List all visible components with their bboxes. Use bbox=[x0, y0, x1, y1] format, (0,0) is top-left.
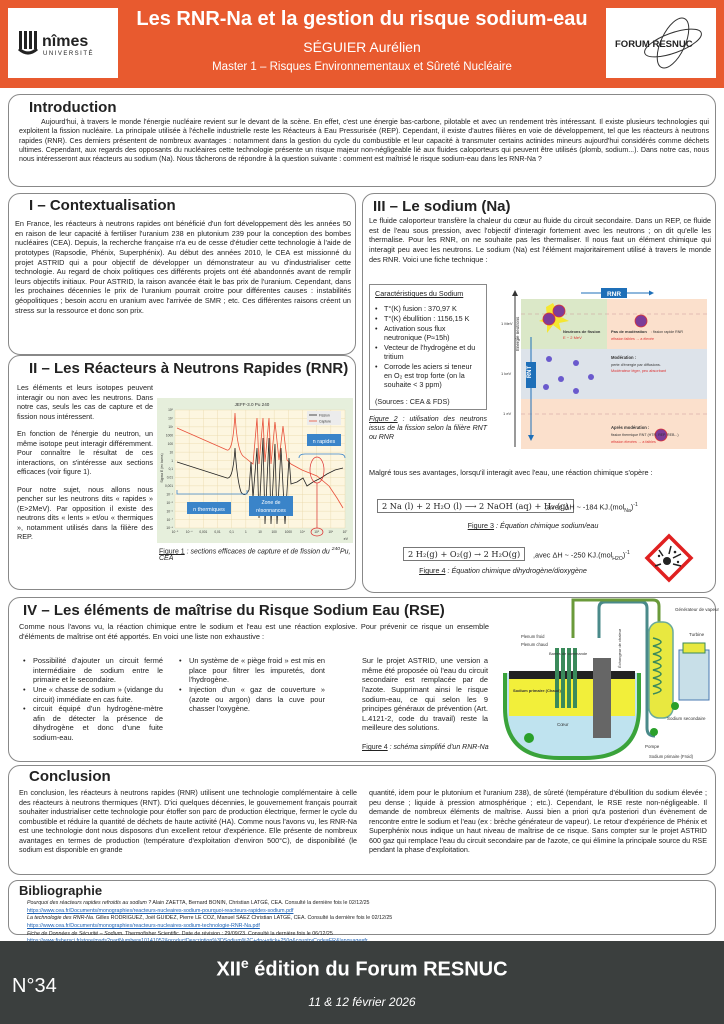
logo-right-name: FORUM RESNUC bbox=[615, 39, 693, 50]
chart-title: JEFF-3.0 Pu 240 bbox=[234, 402, 270, 407]
x-axis-label: eV bbox=[343, 537, 348, 541]
reference-details: Alain ZAETTA, Bernard BONIN, Christian LATGÉ, CEA. Consulté la dernière fois le 02/12/25 bbox=[151, 900, 370, 906]
rapides-label: n rapides bbox=[312, 439, 336, 445]
resonances-label-line-1: Zone de bbox=[261, 500, 281, 506]
event-date: 11 & 12 février 2026 bbox=[308, 995, 416, 1009]
y-axis-label: Sigma E (en barns) bbox=[160, 453, 164, 483]
edition-roman: XII bbox=[216, 958, 241, 981]
fact-item: • T°(K) fusion : 370,97 K bbox=[375, 304, 481, 313]
equation-hydrogen-oxygen: 2 H₂(g) + O₂(g) → 2 H₂O(g) bbox=[403, 547, 525, 561]
reaction-intro-text: Malgré tous ses avantages, lorsqu'il interagit avec l'eau, une réaction chimique s'opère : bbox=[369, 468, 653, 477]
x-tick-label: 1000 bbox=[284, 530, 292, 534]
cell-pas-moderation-text: : fission rapide RNR bbox=[651, 330, 683, 334]
rse-column-1 bbox=[23, 656, 163, 743]
rnr-na-reactor-schematic bbox=[499, 598, 720, 760]
label-coeur: Cœur bbox=[557, 722, 569, 727]
neutron-energy-diagram-svg bbox=[491, 287, 711, 457]
x-tick-label: 1 bbox=[244, 530, 247, 534]
label-plenum-froid: Plenum froid bbox=[521, 634, 545, 639]
y-tick-label: 10⁻⁶ bbox=[166, 509, 173, 514]
rse-title: IV – Les éléments de maîtrise du Risque Sodium Eau (RSE) bbox=[23, 602, 445, 619]
contextualisation-text: En France, les réacteurs à neutrons rapides ont bénéficié d'un fort développement dès les années 50 en raison de leur capacité à fertiliser l'uranium 238 en plutonium 239 pour la conception des bombes nucléaires (CEA). Depuis, la recherche française n'a eu de cesse d'étudier cette technologie à l'aide de prototypes (Rapsodie, Phénix, Superphénix). Au début des années 2010, le CEA est missionné du projet ASTRID qui a pour objectif de développer un démonstrateur au vu d'industrialiser cette technologie. Au regard de choix politiques ces différents projets ont été abandonnés avant de remplir leurs objectifs initiaux. Pour ASTRID, la raison avancée était le bas prix de l'uranium. Cependant, dans les prochaines décennies le prix de l'uranium pourrait croitre pour différentes causes : instabilités géopolitiques ; besoin accru en uranium avec l'arrivée de SMR ; etc. Ces différentes raisons créent un stress sur la ressource et donc son prix. bbox=[15, 219, 351, 315]
y-tick-label: 100 bbox=[167, 441, 173, 446]
conclusion-text-right: quantité, idem pour le plutonium et l'uranium 238), de sûreté (température d'ébullition du sodium élevée ; peu dense ; liquide à pression atmosphérique ; etc.). Cependant, le RSE reste non-négligeable. Il demande de nombreux éléments de maîtrise. Aussi bien a priori qu'a posteriori d'un évènement de rencontre entre le sodium et l'eau (ex : brèche générateur de vapeur). Le retour d'expérience de Phénix et Superphénix nous indique un haut niveau de maîtrise de ce risque. Sans compter sur le projet ASTRID 600 gaz qui remplace l'eau du circuit secondaire par de l'azote, ce qui élimine la principale source du RSE pendant la phase d'exploitation. bbox=[369, 788, 707, 854]
bibliography-section bbox=[8, 880, 716, 935]
reference-title: Fiche de Données de Sécurité – Sodium. bbox=[27, 930, 124, 937]
rse-section bbox=[8, 597, 720, 762]
reference-link[interactable]: https://www.cea.fr/Documents/monographies/reacteurs-nucleaires-sodium-technologie-RNR-Na.pdf bbox=[27, 923, 260, 930]
fact-item: • Vecteur de l'hydrogène et du tritium bbox=[375, 343, 481, 361]
resnuc-logo bbox=[606, 8, 716, 78]
introduction-title: Introduction bbox=[29, 99, 117, 116]
sodium-text: Le fluide caloporteur transfère la chaleur du cœur au fluide du circuit secondaire. Dans un REP, ce fluide est de l'eau sous pression, avec l'objectif d'interagir fortement avec les neutrons ; on dit qu'elle les thermalise. Pour les RNR, on ne souhaite pas les thermaliser. Il nous faut un élément chimique qui interagit peu avec les neutrons. Le sodium (Na) est l'élément majoritairement utilisé à travers le monde des RNR. Voici une fiche technique : bbox=[369, 216, 711, 264]
label-barres: Barres de commande bbox=[549, 651, 588, 656]
poster-program: Master 1 – Risques Environnementaux et Sûreté Nucléaire bbox=[212, 61, 512, 73]
rse-item: • circuit équipé d'un hydrogène-mètre afin de détecter la présence de dihydrogène et donc d'une fuite sodium-eau. bbox=[23, 704, 163, 743]
sodium-title: III – Le sodium (Na) bbox=[373, 198, 511, 215]
legend-label-fission: Fission bbox=[319, 413, 330, 418]
enthalpy-2-text: ,avec ΔH ~ -250 KJ.(mol bbox=[533, 550, 613, 560]
logo-left-sub: UNIVERSITÉ bbox=[43, 51, 95, 57]
diagram-y-axis-label: Énergie neutrons bbox=[515, 316, 520, 351]
y-tick-label: 0,1 bbox=[168, 467, 173, 472]
x-tick-label: 10⁻⁵ bbox=[171, 530, 179, 534]
fact-item: • Activation sous flux neutronique (P≈15h) bbox=[375, 324, 481, 342]
level-1mev: 1 MeV bbox=[501, 321, 513, 326]
figure-1-iso: Pu, CEA bbox=[159, 548, 351, 563]
poster-number: N°34 bbox=[12, 975, 57, 997]
unimes-logo-graphic bbox=[15, 25, 111, 61]
rse-item: • Un système de « piège froid » est mis en place pour filtrer les impuretés, dont l'hydrogène. bbox=[179, 656, 325, 685]
y-tick-label: 10⁴ bbox=[168, 416, 173, 421]
fact-sheet-title: Caractéristiques du Sodium bbox=[375, 289, 464, 298]
y-tick-label: 0,01 bbox=[166, 475, 173, 480]
rse-item: • Une « chasse de sodium » (vidange du circuit) immédiate en cas fuite. bbox=[23, 685, 163, 704]
y-tick-label: 10⁻⁸ bbox=[166, 526, 173, 531]
cell-fission-energy: E ~ 2 MeV bbox=[563, 335, 582, 340]
figure-4-reactor-caption-text: : schéma simplifié d'un RNR-Na bbox=[387, 744, 489, 751]
x-tick-label: 10⁷ bbox=[342, 530, 348, 534]
cross-section-chart bbox=[157, 398, 353, 543]
enthalpy-1-sup: -1 bbox=[633, 502, 638, 508]
rse-intro: Comme nous l'avons vu, la réaction chimique entre le sodium et l'eau est une réaction explosive. Pour prévenir ce risque un ensemble d'éléments de maîtrise ont été apportés. En voici une liste non exhaustive : bbox=[19, 622, 489, 641]
reference-title: La technologie des RNR-Na. bbox=[27, 915, 95, 922]
y-tick-label: 0,001 bbox=[165, 484, 173, 489]
y-tick-label: 10 bbox=[169, 450, 173, 455]
enthalpy-2: ,avec ΔH ~ -250 $KJ.(mol_{H2O})^{-1}$ bbox=[533, 550, 630, 562]
figure-4-eq-label: Figure 4 bbox=[419, 566, 446, 575]
reference bbox=[27, 931, 405, 939]
y-tick-label: 10⁻⁴ bbox=[166, 492, 173, 497]
cross-section-chart-svg bbox=[157, 398, 353, 543]
reference bbox=[27, 915, 405, 923]
figure-3-caption-text: : Équation chimique sodium/eau bbox=[494, 521, 599, 530]
rnr-paragraph-3: Pour notre sujet, nous allons nous pencher sur les neutrons dits « rapides » (E>2MeV). Par opposition il existe des neutrons dits « lents » et/ou « thermiques », notamment utilisés dans la filière des REP. bbox=[17, 484, 153, 541]
cell-moderation-red: Modérateur léger, peu absorbant bbox=[611, 369, 667, 373]
rnr-paragraph-1: Les éléments et leurs isotopes peuvent interagir ou non avec les neutrons. Dans notre cas, seuls les cas de capture et de fission nous intéressent. bbox=[17, 383, 153, 421]
enthalpy-2-sup: -1 bbox=[625, 550, 630, 556]
rnr-section bbox=[8, 355, 356, 590]
poster-header bbox=[0, 0, 724, 88]
poster-author: SÉGUIER Aurélien bbox=[303, 39, 421, 55]
label-echangeur: Échangeur de chaleur bbox=[617, 628, 622, 668]
enthalpy-1-text: ,avec ΔH ~ -184 KJ.(mol bbox=[545, 502, 625, 512]
level-1ev: 1 eV bbox=[503, 411, 512, 416]
figure-3-caption bbox=[443, 521, 623, 530]
unimes-logo bbox=[8, 8, 118, 78]
figure-1-label: Figure 1 bbox=[159, 548, 185, 556]
cell-apres-title: Après modération : bbox=[611, 425, 650, 430]
resonances-label-line-2: résonnances bbox=[256, 508, 286, 514]
label-plenum-chaud: Plenum chaud bbox=[521, 642, 548, 647]
fact-item: • T°(K) ébullition : 1156,15 K bbox=[375, 314, 481, 323]
label-generateur: Générateur de vapeur bbox=[675, 607, 720, 612]
cell-apres-text: fission thermique RNT (HTR, REP, REB...) bbox=[611, 433, 679, 437]
rnr-title: II – Les Réacteurs à Neutrons Rapides (RNR) bbox=[29, 360, 349, 377]
cell-fission-title: Neutrons de fission bbox=[563, 329, 601, 334]
bibliography-title: Bibliographie bbox=[19, 883, 103, 898]
label-turbine: Turbine bbox=[689, 632, 705, 637]
fact-sheet-sources: (Sources : CEA & FDS) bbox=[375, 397, 450, 406]
figure-1-caption-text: : sections efficaces de capture et de fission du bbox=[184, 548, 332, 556]
rnr-text bbox=[17, 383, 153, 550]
x-tick-label: 0,01 bbox=[214, 530, 221, 534]
logo-left-name: nîmes bbox=[42, 33, 89, 50]
contextualisation-title: I – Contextualisation bbox=[29, 197, 176, 214]
level-1kev: 1 keV bbox=[501, 371, 512, 376]
figure-2-caption bbox=[369, 416, 487, 442]
x-tick-label: 10⁶ bbox=[328, 530, 334, 534]
rnt-arrow-label: RNT bbox=[527, 365, 533, 379]
reference-title: Pourquoi des réacteurs rapides refroidis au sodium ? bbox=[27, 900, 152, 906]
edition-sup: e bbox=[240, 955, 249, 971]
enthalpy-2-sub: H2O bbox=[612, 555, 623, 562]
x-tick-label: 10⁴ bbox=[300, 530, 305, 534]
y-tick-label: 10⁻⁷ bbox=[166, 517, 173, 522]
cell-moderation-text: perte d'énergie par diffusions. bbox=[611, 363, 661, 367]
fact-item: • Corrode les aciers si teneur en O₂ est trop forte (on la souhaite < 3 ppm) bbox=[375, 362, 481, 389]
poster-title: Les RNR-Na et la gestion du risque sodium-eau bbox=[136, 8, 588, 30]
label-sodium-secondaire: Sodium secondaire bbox=[667, 716, 706, 721]
x-tick-label: 10⁻⁴ bbox=[185, 530, 193, 534]
rnr-paragraph-2: En fonction de l'énergie du neutron, un même isotope peut interagir différemment. Pour connaître le résultat de ces interactions, on s'intéresse aux sections efficaces (voir figure 1). bbox=[17, 429, 153, 476]
edition-text: édition du Forum RESNUC bbox=[248, 958, 508, 981]
cell-apres-red: σfission élevées → a faibles bbox=[611, 440, 656, 444]
y-tick-label: 10⁻⁵ bbox=[166, 500, 173, 505]
introduction-section bbox=[8, 94, 716, 187]
fact-sheet-list bbox=[375, 304, 481, 389]
figure-2-label: Figure 2 bbox=[369, 416, 398, 423]
equation-sodium-water: 2 Na (l) + 2 H₂O (l) ⟶ 2 NaOH (aq) + H₂ (g) bbox=[377, 499, 574, 513]
y-tick-label: 10³ bbox=[168, 425, 173, 430]
label-sodium-primaire-froid: Sodium primaire (Froid) bbox=[649, 754, 693, 759]
figure-1-iso-sup: 240 bbox=[331, 547, 340, 552]
conclusion-section bbox=[8, 765, 716, 875]
thermiques-label: n thermiques bbox=[193, 507, 225, 513]
cell-pas-moderation-red: σfission faibles → a élevée bbox=[611, 337, 654, 341]
x-tick-label: 10⁵ bbox=[314, 530, 320, 534]
cell-pas-moderation: Pas de modération bbox=[611, 329, 647, 334]
reference-details: Thermofisher Scientific. Date de révision : 29/09/23. Consulté la dernière fois le 06/12/25 bbox=[123, 930, 333, 937]
figure-4-eq-caption-text: : Équation chimique dihydrogène/dioxygène bbox=[445, 566, 587, 575]
conclusion-title: Conclusion bbox=[29, 768, 111, 785]
figure-4-reactor-caption bbox=[362, 744, 489, 751]
y-tick-label: 1000 bbox=[165, 433, 173, 438]
cell-moderation-title: Modération : bbox=[611, 355, 637, 360]
reference bbox=[27, 900, 405, 908]
rse-column-2 bbox=[179, 656, 325, 714]
sodium-section bbox=[362, 193, 716, 593]
rse-column-3: Sur le projet ASTRID, une version a même été proposée où l'eau du circuit secondaire est remplacée par de l'azote. Supprimant ainsi le risque sodium-eau, ce qui selon les 9 principes généraux de prévention (Art. L.4121-2, code du travail) reste la meilleure des solutions. bbox=[362, 656, 488, 733]
legend-label-capture: Capture bbox=[319, 419, 332, 424]
introduction-text: Aujourd'hui, à travers le monde l'énergie nucléaire revient sur le devant de la scène. En effet, c'est une énergie bas-carbone, pilotable et avec un rendement très intéressant. Il existe plusieurs technologies qui exploitent la fission nucléaire. La principale utilisée à l'échelle industrielle reste les Réacteurs à Eau Pressurisée (REP). Cependant, il existe d'autres filières en voie de développement, tel que les réacteurs à neutrons rapides (RNR). Ces derniers présentent de nombreux avantages : notamment dans la gestion du cycle du combustible et leur capacité à transmuter certains actinides mineurs aujourd'hui considérés comme déchets ultimes. Cependant, aux regards des opposants du nucléaires cette technologie présente un risque majeur non-négligeable lié aux fluides caloporteurs qui peuvent être utilisés (plomb, sodium...). Dans notre cas, nous nous intéresseront aux réacteurs au sodium (Na). Nous tâcherons de répondre à la question suivante : comment est maîtrisé le risque sodium-eau dans les RNR-Na ? bbox=[19, 118, 709, 164]
x-tick-label: 10 bbox=[258, 530, 262, 534]
neutron-energy-diagram bbox=[491, 287, 711, 457]
rnr-arrow-label: RNR bbox=[606, 291, 622, 298]
y-tick-label: 1 bbox=[171, 458, 173, 463]
figure-1-caption bbox=[159, 547, 354, 562]
resnuc-logo-graphic bbox=[611, 13, 711, 73]
figure-3-label: Figure 3 bbox=[467, 521, 495, 530]
label-pompe: Pompe bbox=[645, 744, 660, 749]
label-sodium-primaire-chaud: Sodium primaire (Chaud) bbox=[513, 688, 561, 693]
poster-footer bbox=[0, 941, 724, 1024]
enthalpy-1-sub: Na bbox=[624, 507, 631, 514]
y-tick-label: 10⁵ bbox=[168, 408, 173, 413]
contextualisation-section bbox=[8, 193, 356, 355]
x-tick-label: 0,001 bbox=[199, 530, 208, 534]
figure-4-eq-caption bbox=[403, 566, 603, 575]
sodium-fact-sheet bbox=[369, 284, 487, 410]
rse-item: • Injection d'un « gaz de couverture » (azote ou argon) dans la cuve pour chasser l'oxygène. bbox=[179, 685, 325, 714]
enthalpy-1: ,avec ΔH ~ -184 $KJ.(mol_{Na})^{-1}$ bbox=[545, 502, 638, 514]
reference-link[interactable]: https://www.cea.fr/Documents/monographies/reacteurs-nucleaires-sodium-pourquoi-reacteurs-rapides-sodium.pdf bbox=[27, 907, 294, 914]
figure-4-reactor-label: Figure 4 bbox=[362, 744, 388, 751]
conclusion-text-left: En conclusion, les réacteurs à neutrons rapides (RNR) utilisent une technologie complémentaire à celle des réacteurs à neutrons thermiques (RNT). D'ici quelques décennies, le gouvernement français pourrait souhaiter industrialiser cette technologie pour étoffer son parc de production électrique, fermer le cycle du combustible et réduire la quantité de déchets de haute activité (HA). Comme nous l'avons vu, les RNR-Na est une technologie dont nous disposons d'un excellent retour d'expérience. Elle présente de nombreux avantages en termes de production (température d'exploitation d'environ 500°C), de disponibilité (le sodium est disponible en grande bbox=[19, 788, 357, 854]
reference-details: Gilles RODRIGUEZ, Joël GUIDEZ, Pierre LE COZ, Manuel SAEZ Christian LATGÉ, CEA. Consulté la dernière fois le 02/12/25 bbox=[94, 915, 393, 922]
edition-title bbox=[0, 955, 724, 982]
rse-item: • Possibilité d'ajouter un circuit fermé intermédiaire de sodium entre le primaire et le secondaire. bbox=[23, 656, 163, 685]
figure-2-caption-text: : utilisation des neutrons issus de la fission selon la filière RNT ou RNR bbox=[369, 416, 487, 441]
x-tick-label: 0,1 bbox=[229, 530, 234, 534]
x-tick-label: 100 bbox=[271, 530, 277, 534]
explosive-hazard-icon bbox=[645, 534, 693, 582]
